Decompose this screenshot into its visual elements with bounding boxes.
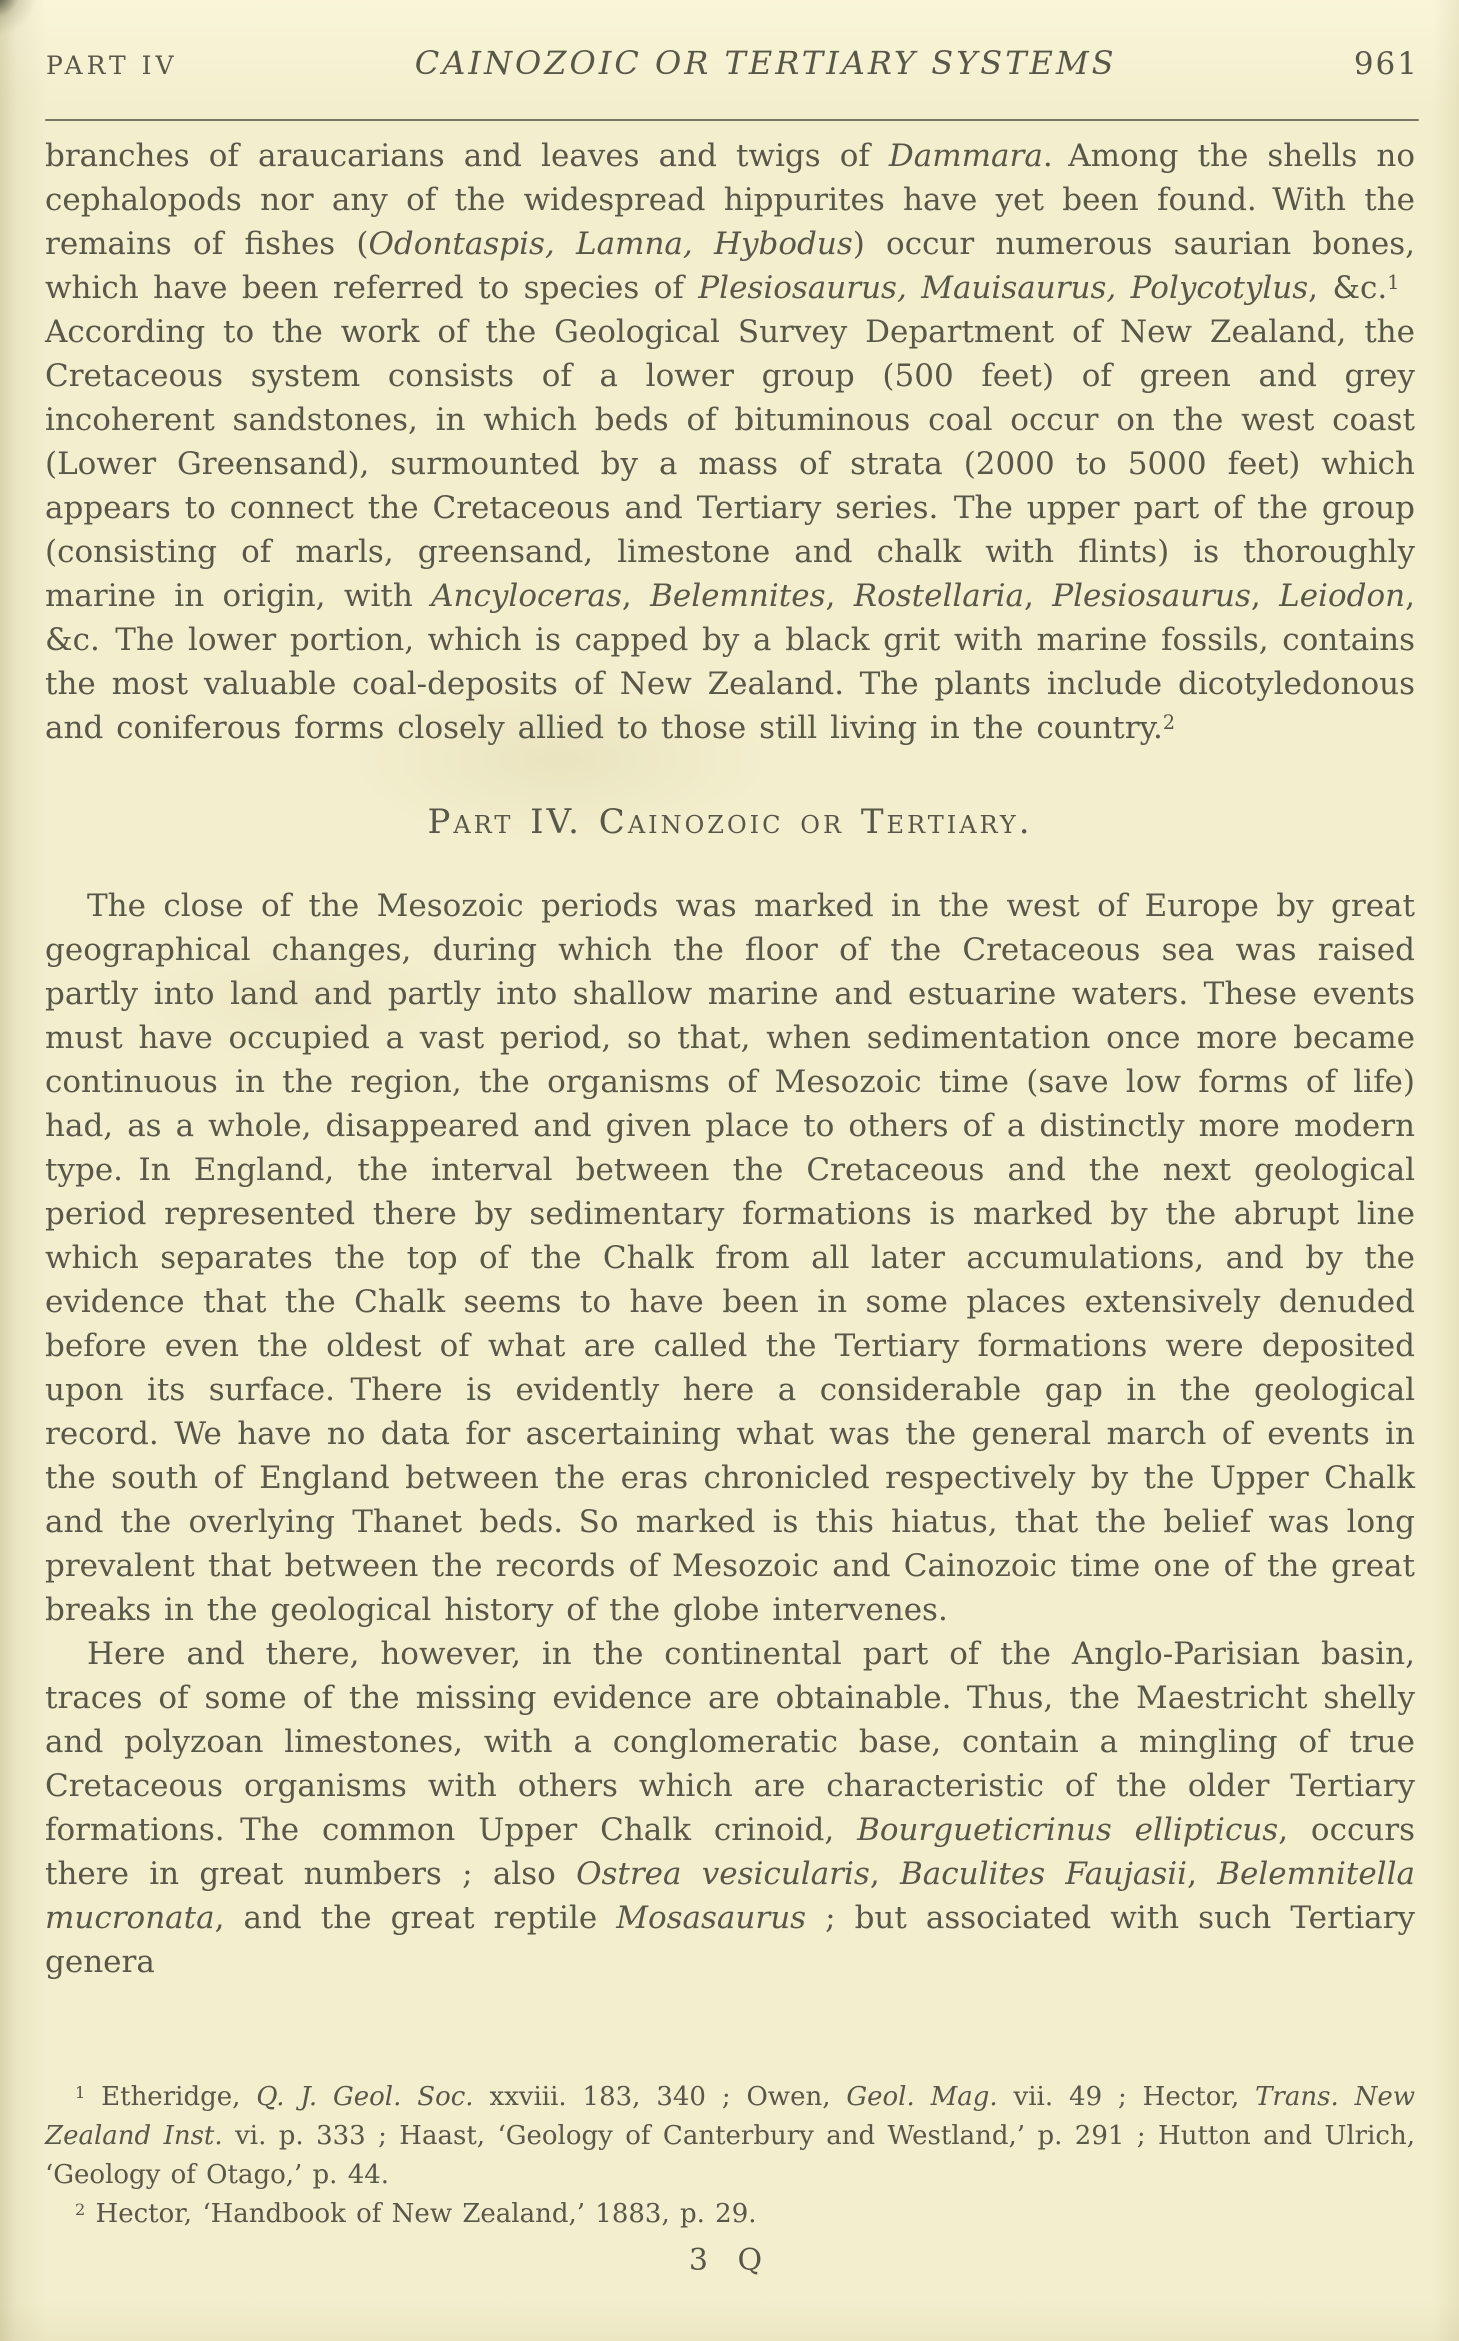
signature-mark: 3 Q <box>688 2243 772 2278</box>
footnotes <box>45 2078 1415 2280</box>
running-title: CAINOZOIC OR TERTIARY SYSTEMS <box>414 44 1117 82</box>
footnote-2: $^2$ Hector, ‘Handbook of New Zealand,’ 1883, p. 29. <box>75 2199 757 2229</box>
paragraph-3: Here and there, however, in the continental part of the Anglo-Parisian basin, traces of some of the missing evidence are obtainable. Thus, the Maestricht shelly and polyzoan limestones, with a conglomeratic base, contain a mingling of true Cretaceous organisms with others which are characteristic of the older Tertiary formations. The common Upper Chalk crinoid, Bourgueticrinus ellipticus, occurs there in great numbers ; also Ostrea vesicularis, Baculites Faujasii, Belemnitella mucronata, and the great reptile Mosasaurus ; but associated with such Tertiary genera <box>45 1636 1415 1980</box>
section-heading: Part IV. Cainozoic or Tertiary. <box>427 802 1033 842</box>
paragraph-1: branches of araucarians and leaves and twigs of Dammara. Among the shells no cephalopods nor any of the widespread hippurites have yet been found. With the remains of fishes (Odontaspis, Lamna, Hybodus) occur numerous saurian bones, which have been referred to species of Plesiosaurus, Mauisaurus, Polycotylus, &c.$^1$ According to the work of the Geological Survey Department of New Zealand, the Cretaceous system consists of a lower group (500 feet) of green and grey incoherent sandstones, in which beds of bituminous coal occur on the west coast (Lower Greensand), surmounted by a mass of strata (2000 to 5000 feet) which appears to connect the Cretaceous and Tertiary series. The upper part of the group (consisting of marls, greensand, limestone and chalk with flints) is thoroughly marine in origin, with Ancyloceras, Belemnites, Rostellaria, Plesiosaurus, Leiodon, &c. The lower portion, which is capped by a black grit with marine fossils, contains the most valuable coal-deposits of New Zealand. The plants include dicotyledonous and coniferous forms closely allied to those still living in the country.$^2$ <box>45 138 1416 746</box>
part-label: PART IV <box>46 51 178 80</box>
header-rule <box>45 119 1419 121</box>
page-number: 961 <box>1353 46 1419 82</box>
running-head <box>46 44 1419 82</box>
paragraph-2: The close of the Mesozoic periods was marked in the west of Europe by great geographical changes, during which the floor of the Cretaceous sea was raised partly into land and partly into shallow marine and estuarine waters. These events must have occupied a vast period, so that, when sedimentation once more became continuous in the region, the organisms of Mesozoic time (save low forms of life) had, as a whole, disappeared and given place to others of a distinctly more modern type. In England, the interval between the Cretaceous and the next geological period represented there by sedimentary formations is marked by the abrupt line which separates the top of the Chalk from all later accumulations, and by the evidence that the Chalk seems to have been in some places extensively denuded before even the oldest of what are called the Tertiary formations were deposited upon its surface. There is evidently here a considerable gap in the geological record. We have no data for ascertaining what was the general march of events in the south of England between the eras chronicled respectively by the Upper Chalk and the overlying Thanet beds. So marked is this hiatus, that the belief was long prevalent that between the records of Mesozoic and Cainozoic time one of the great breaks in the geological history of the globe intervenes. <box>45 888 1415 1628</box>
footnote-1: $^1$ Etheridge, Q. J. Geol. Soc. xxviii. 183, 340 ; Owen, Geol. Mag. vii. 49 ; Hector, Trans. New Zealand Inst. vi. p. 333 ; Haast, ‘Geology of Canterbury and Westland,’ p. 291 ; Hutton and Ulrich, ‘Geology of Otago,’ p. 44. <box>45 2082 1416 2190</box>
body-text <box>45 134 1415 1984</box>
